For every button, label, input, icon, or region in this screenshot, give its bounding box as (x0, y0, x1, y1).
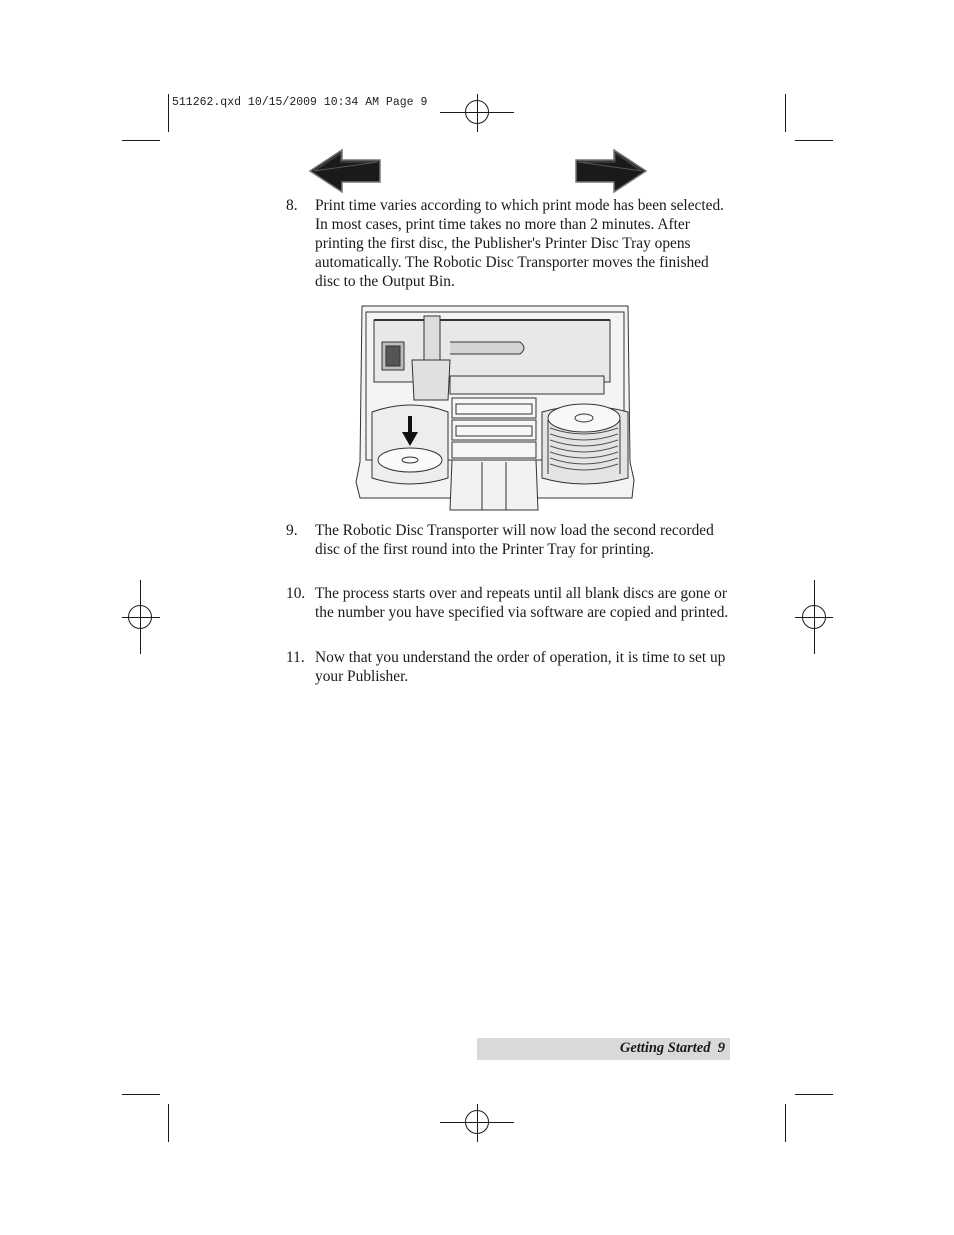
step-number: 8. (286, 197, 298, 214)
crop-mark (168, 1104, 169, 1142)
step-number: 10. (286, 585, 306, 602)
crop-mark (168, 94, 169, 132)
step-text: Print time varies according to which print mode has been selected. In most cases, print time takes no more than 2 minutes. After printing the first disc, the Publisher's Printer Disc Tray opens automatically. The Robotic Disc Transporter moves the finished disc to the Output Bin. (315, 197, 725, 290)
list-item (286, 584, 736, 622)
arrow-left-icon[interactable] (308, 148, 382, 194)
slug-line: 511262.qxd 10/15/2009 10:34 AM Page 9 (172, 96, 428, 109)
crop-mark (122, 140, 160, 141)
step-text: The Robotic Disc Transporter will now load the second recorded disc of the first round into the Printer Tray for printing. (315, 522, 714, 558)
footer-label (620, 1040, 725, 1057)
page-number: 9 (717, 1040, 725, 1056)
arrow-right-icon[interactable] (574, 148, 648, 194)
step-text: The process starts over and repeats until all blank discs are gone or the number you have specified via software are copied and printed. (315, 585, 729, 621)
step-number: 9. (286, 522, 298, 539)
disc-publisher-illustration (352, 302, 636, 512)
crop-mark (795, 140, 833, 141)
list-item (286, 521, 736, 559)
footer-section: Getting Started (619, 1040, 711, 1056)
page-footer (477, 1038, 730, 1060)
step-text: Now that you understand the order of operation, it is time to set up your Publisher. (315, 649, 726, 685)
list-item (286, 196, 736, 291)
crop-mark (785, 1104, 786, 1142)
crop-mark (795, 1094, 833, 1095)
list-item (286, 648, 736, 686)
crop-mark (785, 94, 786, 132)
crop-mark (122, 1094, 160, 1095)
step-number: 11. (286, 649, 305, 666)
